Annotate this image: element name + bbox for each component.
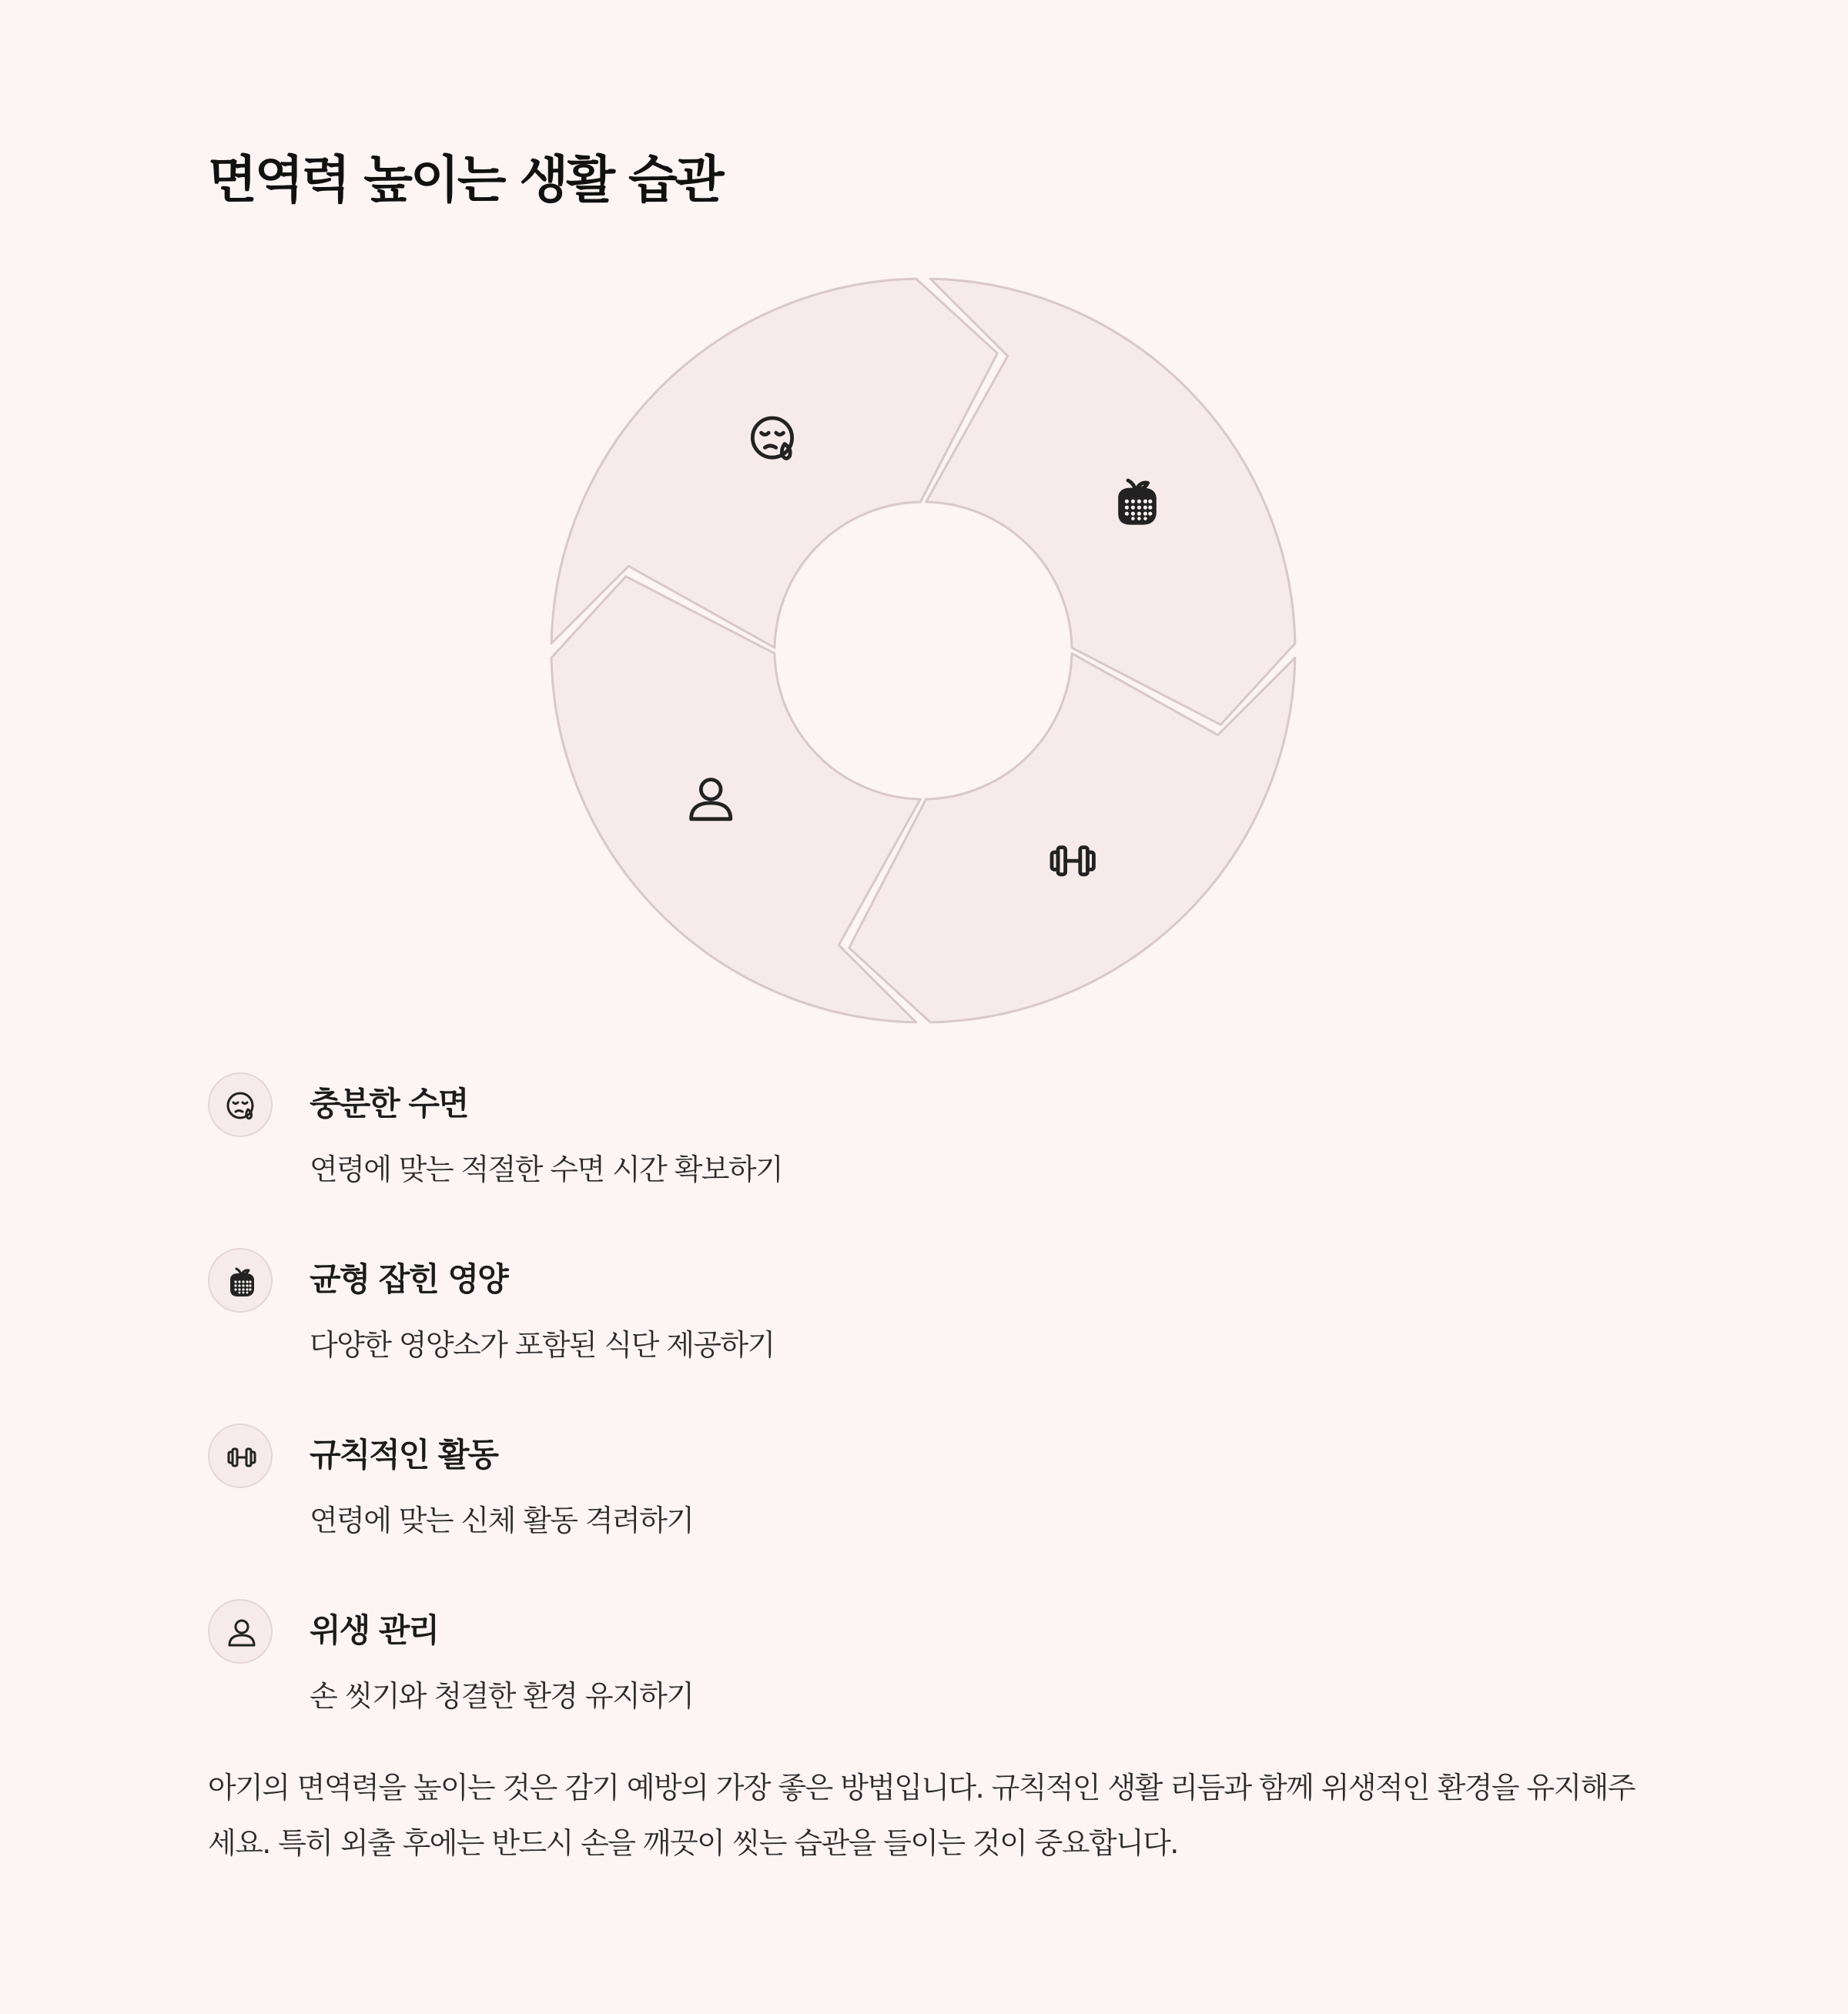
cycle-segments <box>551 279 1295 1022</box>
habit-item-activity <box>208 1424 1671 1599</box>
habit-title: 균형 잡힌 영양 <box>310 1260 507 1298</box>
apple-icon <box>208 1248 273 1313</box>
habit-item-nutrition <box>208 1248 1671 1424</box>
habit-list <box>208 1072 1671 1775</box>
habit-description: 연령에 맞는 신체 활동 격려하기 <box>310 1504 694 1537</box>
habit-title: 규칙적인 활동 <box>310 1436 498 1474</box>
page-title: 면역력 높이는 생활 습관 <box>208 150 722 209</box>
habit-item-hygiene <box>208 1599 1671 1775</box>
habit-description: 손 씻기와 청결한 환경 유지하기 <box>310 1679 694 1713</box>
habit-description: 연령에 맞는 적절한 수면 시간 확보하기 <box>310 1153 783 1186</box>
habit-title: 위생 관리 <box>310 1611 438 1649</box>
habit-description: 다양한 영양소가 포함된 식단 제공하기 <box>310 1328 775 1362</box>
habit-title: 충분한 수면 <box>310 1085 468 1122</box>
summary-paragraph: 아기의 면역력을 높이는 것은 감기 예방의 가장 좋은 방법입니다. 규칙적인 생활 리듬과 함께 위생적인 환경을 유지해주세요. 특히 외출 후에는 반드시 손을 깨끗이 씻는 습관을 들이는 것이 중요합니다. <box>208 1771 1635 1860</box>
habit-item-sleep <box>208 1072 1671 1248</box>
dumbbell-icon <box>208 1424 273 1488</box>
sleeping-face-icon <box>208 1072 273 1137</box>
person-icon <box>208 1599 273 1664</box>
